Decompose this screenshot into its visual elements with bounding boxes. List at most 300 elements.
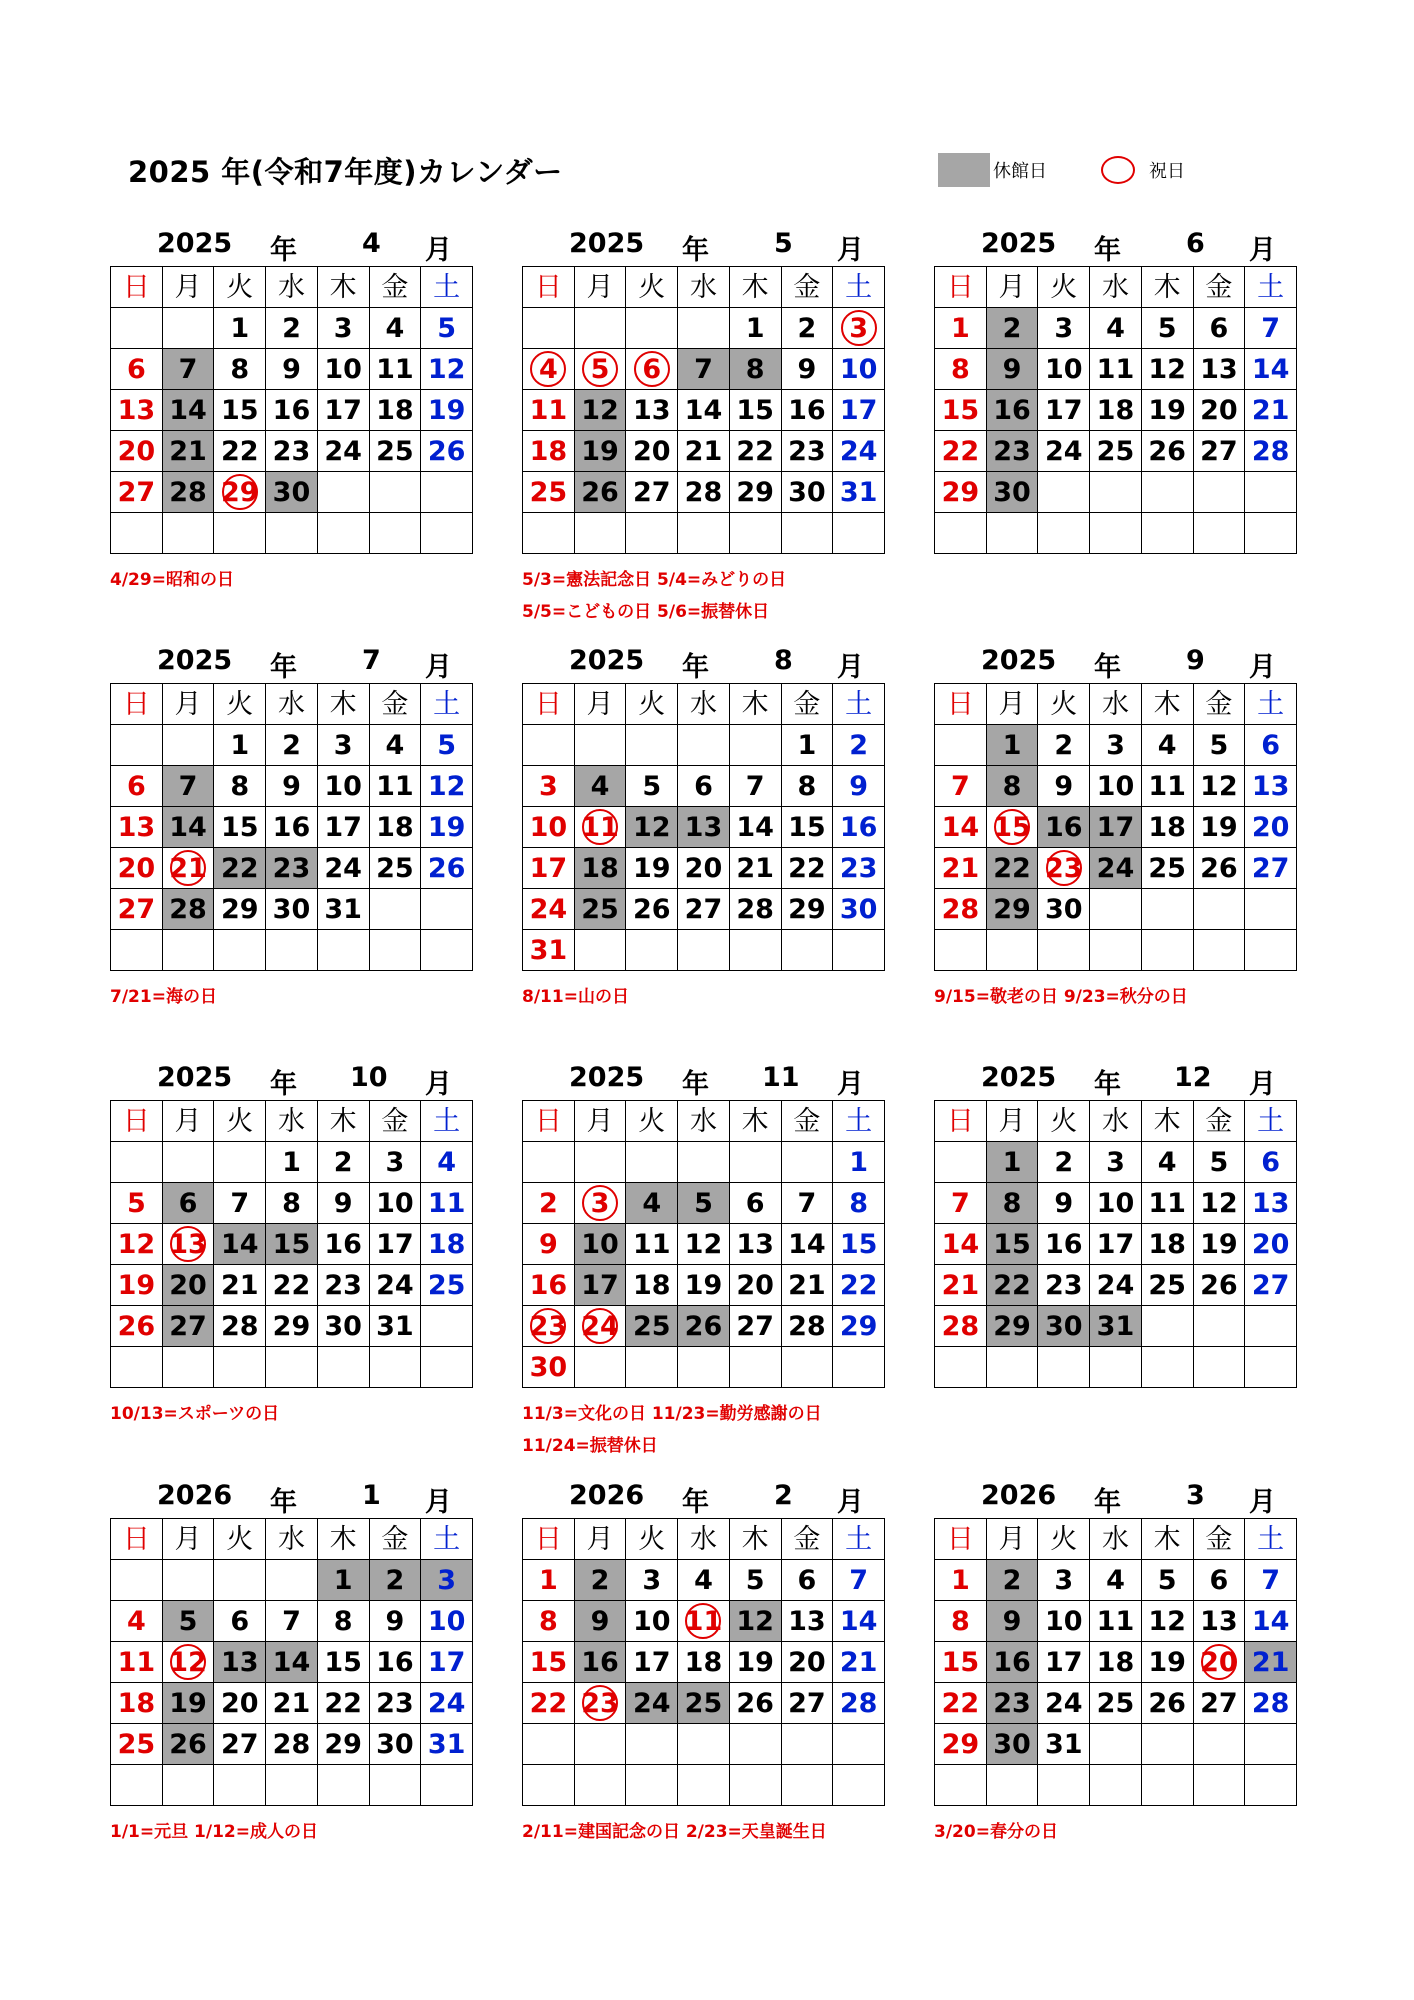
week-row — [935, 349, 1297, 390]
day-number: 16 — [529, 1269, 568, 1301]
month-year: 2026 — [569, 1480, 645, 1511]
weekday-label: 土 — [421, 1101, 473, 1142]
week-row — [935, 1724, 1297, 1765]
day-cell — [729, 766, 781, 807]
day-cell — [266, 725, 318, 766]
empty-cell — [111, 513, 163, 554]
day-cell — [214, 1306, 266, 1347]
day-cell — [1141, 1560, 1193, 1601]
day-number: 30 — [993, 1728, 1031, 1760]
weekday-label: 土 — [1245, 1101, 1297, 1142]
weekday-header-row — [523, 267, 885, 308]
day-cell — [317, 1683, 369, 1724]
weekday-label: 金 — [781, 1101, 833, 1142]
day-cell — [729, 472, 781, 513]
month-calendar-2025-12 — [934, 1062, 1297, 1388]
day-cell — [111, 1724, 163, 1765]
day-number: 15 — [993, 1228, 1031, 1260]
empty-cell — [369, 1765, 421, 1806]
year-suffix: 年 — [682, 235, 709, 266]
week-row — [935, 1347, 1297, 1388]
day-number: 24 — [1096, 852, 1135, 884]
day-number: 17 — [1096, 1228, 1135, 1260]
day-number: 1 — [230, 312, 250, 344]
day-number: 25 — [684, 1687, 723, 1719]
day-number: 24 — [529, 893, 568, 925]
month-number: 6 — [1186, 228, 1205, 259]
day-number: 18 — [529, 435, 568, 467]
empty-cell — [935, 1347, 987, 1388]
day-number: 28 — [169, 893, 207, 925]
empty-cell — [162, 930, 214, 971]
day-cell — [833, 349, 885, 390]
day-number: 17 — [324, 811, 362, 843]
month-year: 2025 — [157, 645, 233, 676]
month-header — [110, 1480, 473, 1518]
weekday-label: 月 — [986, 684, 1038, 725]
day-cell — [214, 349, 266, 390]
weekday-label: 木 — [317, 267, 369, 308]
holiday-day-number: 23 — [529, 1310, 568, 1342]
empty-cell — [626, 1724, 678, 1765]
day-number: 9 — [1002, 1605, 1022, 1637]
empty-cell — [678, 1724, 730, 1765]
day-cell — [729, 807, 781, 848]
day-cell — [935, 472, 987, 513]
weekday-header-row — [935, 1519, 1297, 1560]
empty-cell — [369, 889, 421, 930]
day-number: 2 — [282, 729, 301, 761]
day-cell — [1038, 1142, 1090, 1183]
day-number: 4 — [385, 312, 405, 344]
day-number: 31 — [376, 1310, 414, 1342]
day-number: 15 — [272, 1228, 311, 1260]
day-number: 26 — [581, 476, 619, 508]
week-row — [935, 1683, 1297, 1724]
empty-cell — [729, 725, 781, 766]
holiday-day-number: 11 — [684, 1605, 723, 1637]
empty-cell — [214, 513, 266, 554]
weekday-label: 金 — [781, 684, 833, 725]
day-number: 6 — [126, 770, 146, 802]
empty-cell — [1193, 1306, 1245, 1347]
day-cell — [421, 725, 473, 766]
day-number: 18 — [376, 394, 414, 426]
day-cell — [678, 1183, 730, 1224]
day-cell — [1193, 431, 1245, 472]
holiday-day-number: 24 — [581, 1310, 619, 1342]
month-table — [110, 266, 473, 554]
month-year: 2025 — [981, 1062, 1057, 1093]
day-number: 27 — [117, 893, 156, 925]
day-cell — [781, 308, 833, 349]
day-number: 7 — [178, 770, 198, 802]
week-row — [111, 1683, 473, 1724]
empty-cell — [111, 930, 163, 971]
day-number: 12 — [427, 353, 466, 385]
day-cell — [1193, 1224, 1245, 1265]
weekday-label: 月 — [574, 1519, 626, 1560]
day-number: 17 — [1096, 811, 1135, 843]
day-number: 7 — [797, 1187, 817, 1219]
year-suffix: 年 — [682, 652, 709, 683]
day-number: 19 — [1148, 1646, 1186, 1678]
day-cell — [1141, 1183, 1193, 1224]
day-number: 15 — [941, 394, 980, 426]
empty-cell — [833, 1765, 885, 1806]
empty-cell — [626, 725, 678, 766]
day-number: 30 — [993, 476, 1031, 508]
weekday-label: 水 — [1090, 684, 1142, 725]
year-suffix: 年 — [682, 1069, 709, 1100]
day-cell — [574, 1642, 626, 1683]
day-number: 22 — [993, 852, 1031, 884]
day-number: 10 — [839, 353, 878, 385]
day-cell — [678, 431, 730, 472]
day-cell — [935, 1724, 987, 1765]
year-suffix: 年 — [1094, 652, 1121, 683]
day-number: 20 — [1251, 1228, 1290, 1260]
day-cell — [1245, 390, 1297, 431]
day-number: 14 — [941, 1228, 980, 1260]
weekday-label: 木 — [317, 1519, 369, 1560]
day-number: 5 — [694, 1187, 713, 1219]
legend-holiday-label: 祝日 — [1149, 161, 1185, 182]
day-number: 16 — [839, 811, 878, 843]
day-number: 30 — [272, 476, 311, 508]
year-suffix: 年 — [270, 652, 297, 683]
day-number: 28 — [941, 1310, 980, 1342]
day-cell — [678, 1560, 730, 1601]
day-number: 15 — [941, 1646, 980, 1678]
day-number: 25 — [1096, 1687, 1135, 1719]
day-cell — [574, 766, 626, 807]
day-number: 9 — [590, 1605, 610, 1637]
holiday-day-number: 5 — [590, 353, 610, 385]
day-cell — [935, 1642, 987, 1683]
weekday-label: 火 — [1038, 1519, 1090, 1560]
weekday-label: 火 — [1038, 1101, 1090, 1142]
day-cell — [1193, 807, 1245, 848]
day-number: 18 — [632, 1269, 671, 1301]
day-cell — [1141, 1224, 1193, 1265]
day-cell — [317, 390, 369, 431]
day-cell — [1245, 1183, 1297, 1224]
weekday-label: 水 — [678, 1101, 730, 1142]
empty-cell — [626, 1142, 678, 1183]
year-suffix: 年 — [682, 1487, 709, 1518]
empty-cell — [1141, 930, 1193, 971]
week-row — [523, 472, 885, 513]
day-number: 27 — [1200, 1687, 1238, 1719]
day-cell — [214, 308, 266, 349]
day-cell — [523, 1306, 575, 1347]
day-number: 18 — [1148, 811, 1186, 843]
day-number: 27 — [117, 476, 156, 508]
holiday-notes — [522, 981, 885, 1013]
day-number: 15 — [220, 811, 259, 843]
day-cell — [935, 848, 987, 889]
day-cell — [421, 848, 473, 889]
day-cell — [678, 349, 730, 390]
day-cell — [833, 472, 885, 513]
day-cell — [833, 807, 885, 848]
day-number: 25 — [1148, 852, 1186, 884]
week-row — [523, 725, 885, 766]
day-number: 12 — [1200, 770, 1238, 802]
week-row — [111, 807, 473, 848]
day-number: 12 — [632, 811, 671, 843]
empty-cell — [369, 513, 421, 554]
day-cell — [214, 1224, 266, 1265]
day-cell — [986, 1265, 1038, 1306]
day-number: 7 — [178, 353, 198, 385]
empty-cell — [111, 1347, 163, 1388]
weekday-label: 日 — [111, 684, 163, 725]
day-number: 14 — [736, 811, 774, 843]
day-number: 22 — [529, 1687, 568, 1719]
day-cell — [729, 1306, 781, 1347]
day-cell — [574, 1224, 626, 1265]
day-cell — [781, 1642, 833, 1683]
day-cell — [111, 1601, 163, 1642]
day-number: 5 — [1157, 1564, 1177, 1596]
day-cell — [162, 431, 214, 472]
day-number: 25 — [1148, 1269, 1186, 1301]
day-cell — [266, 1224, 318, 1265]
week-row — [935, 431, 1297, 472]
day-cell — [1193, 308, 1245, 349]
day-cell — [369, 725, 421, 766]
week-row — [935, 1642, 1297, 1683]
day-number: 22 — [272, 1269, 311, 1301]
day-number: 7 — [849, 1564, 868, 1596]
day-number: 1 — [230, 729, 250, 761]
day-cell — [678, 472, 730, 513]
empty-cell — [574, 725, 626, 766]
day-cell — [626, 1642, 678, 1683]
day-cell — [317, 1142, 369, 1183]
day-cell — [317, 725, 369, 766]
day-number: 9 — [538, 1228, 558, 1260]
weekday-label: 水 — [266, 267, 318, 308]
day-cell — [214, 1183, 266, 1224]
day-cell — [1245, 1601, 1297, 1642]
day-cell — [781, 725, 833, 766]
day-cell — [935, 766, 987, 807]
day-cell — [986, 1724, 1038, 1765]
month-number: 5 — [774, 228, 793, 259]
day-cell — [266, 1724, 318, 1765]
legend-closed-label: 休館日 — [993, 161, 1047, 182]
day-number: 24 — [324, 435, 362, 467]
day-number: 13 — [117, 811, 156, 843]
week-row — [111, 1724, 473, 1765]
day-cell — [626, 472, 678, 513]
day-number: 2 — [385, 1564, 405, 1596]
day-number: 10 — [324, 353, 362, 385]
day-cell — [266, 390, 318, 431]
day-cell — [833, 889, 885, 930]
day-number: 10 — [376, 1187, 414, 1219]
day-cell — [421, 1601, 473, 1642]
day-cell — [317, 1642, 369, 1683]
day-cell — [986, 1306, 1038, 1347]
day-cell — [317, 766, 369, 807]
weekday-header-row — [935, 267, 1297, 308]
weekday-label: 水 — [1090, 1519, 1142, 1560]
empty-cell — [626, 1765, 678, 1806]
day-number: 16 — [272, 811, 311, 843]
day-number: 5 — [745, 1564, 765, 1596]
day-cell — [574, 1601, 626, 1642]
day-cell — [523, 930, 575, 971]
day-number: 9 — [797, 353, 817, 385]
day-number: 30 — [788, 476, 826, 508]
day-cell — [1245, 349, 1297, 390]
day-cell — [833, 1224, 885, 1265]
month-number: 4 — [362, 228, 381, 259]
day-number: 9 — [1054, 770, 1074, 802]
day-cell — [626, 1601, 678, 1642]
day-cell — [523, 1183, 575, 1224]
day-number: 8 — [1002, 1187, 1022, 1219]
weekday-header-row — [935, 684, 1297, 725]
day-number: 11 — [1148, 770, 1186, 802]
empty-cell — [421, 472, 473, 513]
day-number: 8 — [745, 353, 765, 385]
day-cell — [986, 1683, 1038, 1724]
week-row — [523, 1224, 885, 1265]
day-cell — [1038, 1642, 1090, 1683]
day-cell — [523, 807, 575, 848]
day-cell — [935, 889, 987, 930]
day-number: 4 — [1157, 729, 1177, 761]
day-number: 8 — [950, 1605, 970, 1637]
day-cell — [1193, 725, 1245, 766]
empty-cell — [1090, 889, 1142, 930]
day-number: 29 — [788, 893, 826, 925]
day-number: 1 — [282, 1146, 301, 1178]
day-cell — [266, 1683, 318, 1724]
weekday-label: 火 — [1038, 267, 1090, 308]
day-cell — [781, 1224, 833, 1265]
day-cell — [678, 807, 730, 848]
day-cell — [781, 848, 833, 889]
day-cell — [369, 308, 421, 349]
day-number: 25 — [376, 852, 414, 884]
day-number: 8 — [333, 1605, 353, 1637]
weekday-label: 木 — [1141, 1519, 1193, 1560]
weekday-label: 月 — [574, 1101, 626, 1142]
weekday-label: 木 — [729, 684, 781, 725]
day-cell — [833, 1265, 885, 1306]
weekday-header-row — [523, 1519, 885, 1560]
day-number: 17 — [632, 1646, 671, 1678]
day-cell — [266, 349, 318, 390]
day-number: 16 — [788, 394, 826, 426]
holiday-day-number: 29 — [220, 476, 259, 508]
day-number: 4 — [1106, 312, 1125, 344]
day-number: 2 — [590, 1564, 610, 1596]
day-number: 3 — [642, 1564, 662, 1596]
week-row — [935, 1765, 1297, 1806]
holiday-day-number: 13 — [169, 1228, 207, 1260]
day-number: 12 — [581, 394, 619, 426]
month-header — [522, 1480, 885, 1518]
empty-cell — [1090, 513, 1142, 554]
day-cell — [421, 431, 473, 472]
day-number: 26 — [117, 1310, 156, 1342]
day-number: 19 — [1200, 811, 1238, 843]
day-cell — [1245, 1683, 1297, 1724]
week-row — [523, 1183, 885, 1224]
day-number: 15 — [736, 394, 774, 426]
holiday-day-number: 3 — [849, 312, 868, 344]
legend-holiday — [1101, 153, 1185, 187]
day-cell — [986, 1183, 1038, 1224]
week-row — [523, 930, 885, 971]
day-cell — [935, 431, 987, 472]
day-cell — [214, 766, 266, 807]
day-cell — [1038, 1724, 1090, 1765]
day-cell — [162, 349, 214, 390]
day-number: 29 — [736, 476, 774, 508]
day-cell — [111, 766, 163, 807]
day-cell — [421, 766, 473, 807]
empty-cell — [523, 513, 575, 554]
day-cell — [1245, 848, 1297, 889]
day-number: 30 — [272, 893, 311, 925]
day-number: 6 — [1261, 1146, 1280, 1178]
weekday-label: 金 — [369, 1519, 421, 1560]
day-number: 18 — [427, 1228, 466, 1260]
day-number: 25 — [632, 1310, 671, 1342]
day-number: 28 — [941, 893, 980, 925]
empty-cell — [678, 308, 730, 349]
day-cell — [626, 1265, 678, 1306]
day-number: 8 — [950, 353, 970, 385]
empty-cell — [574, 1142, 626, 1183]
holiday-day-number: 23 — [581, 1687, 619, 1719]
empty-cell — [214, 1142, 266, 1183]
empty-cell — [833, 513, 885, 554]
day-cell — [1245, 725, 1297, 766]
week-row — [111, 1642, 473, 1683]
day-cell — [162, 1183, 214, 1224]
day-number: 18 — [1096, 394, 1135, 426]
day-cell — [833, 766, 885, 807]
day-cell — [214, 848, 266, 889]
empty-cell — [1245, 889, 1297, 930]
day-number: 2 — [1002, 1564, 1022, 1596]
day-number: 2 — [797, 312, 817, 344]
day-number: 6 — [694, 770, 713, 802]
day-number: 1 — [797, 729, 817, 761]
day-cell — [369, 1724, 421, 1765]
day-cell — [1245, 1142, 1297, 1183]
day-number: 29 — [941, 1728, 980, 1760]
week-row — [935, 390, 1297, 431]
empty-cell — [986, 1347, 1038, 1388]
day-number: 16 — [272, 394, 311, 426]
empty-cell — [1245, 1765, 1297, 1806]
day-number: 3 — [1054, 1564, 1074, 1596]
day-number: 24 — [427, 1687, 466, 1719]
day-number: 13 — [1251, 770, 1290, 802]
day-cell — [523, 390, 575, 431]
holiday-note: 8/11=山の日 — [522, 987, 629, 1007]
